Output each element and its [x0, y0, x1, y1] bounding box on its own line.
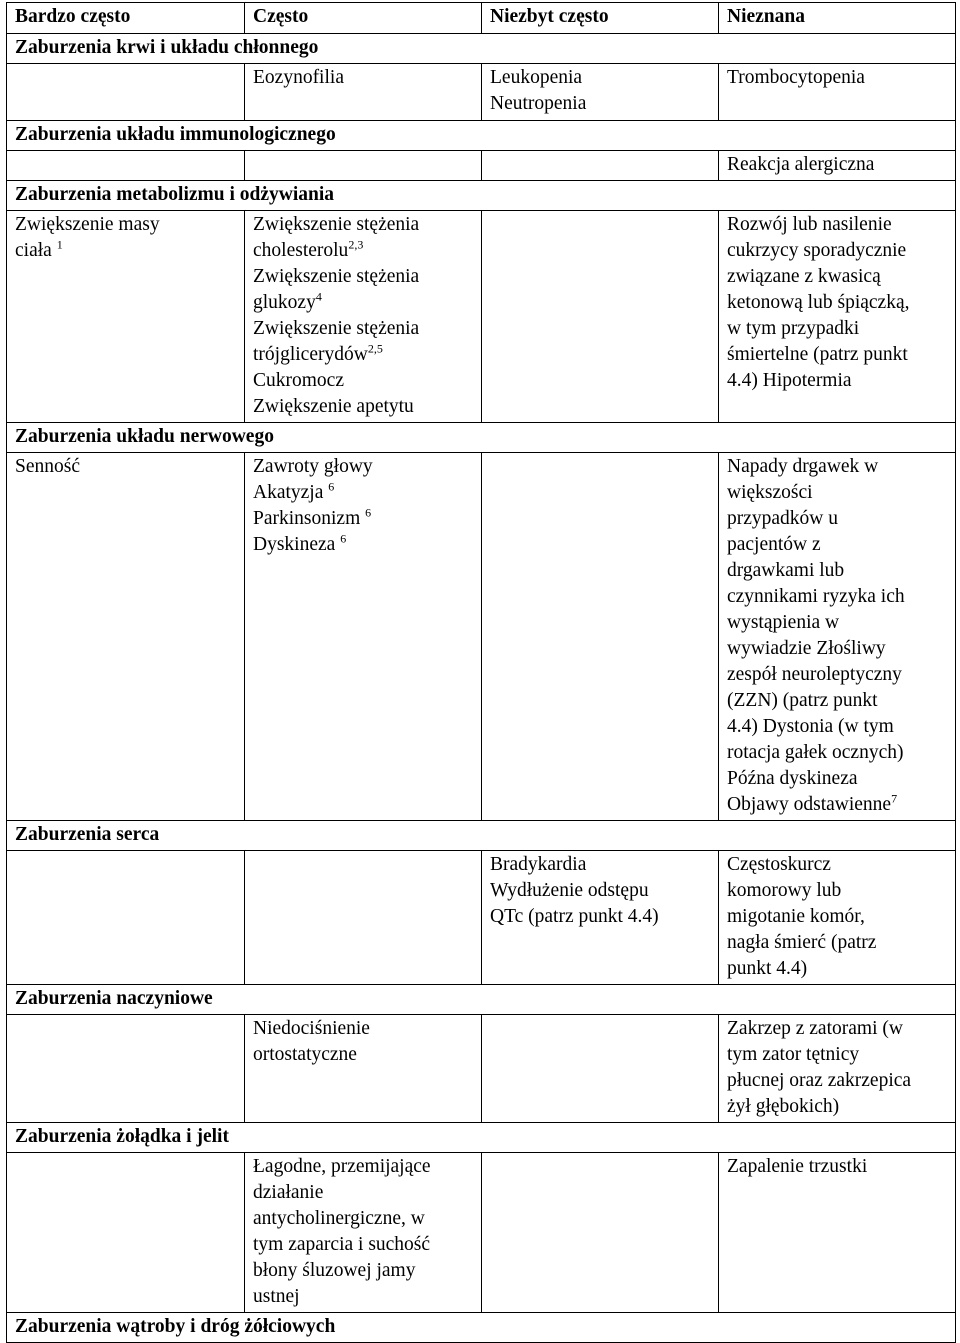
section-title-gi: Zaburzenia żołądka i jelit — [7, 1123, 956, 1153]
section-title-heart: Zaburzenia serca — [7, 821, 956, 851]
cell-uncommon: Leukopenia Neutropenia — [482, 64, 719, 121]
cell-common: Łagodne, przemijające działanie antycholinergiczne, w tym zaparcia i suchość błony śluzowej jamy ustnej — [245, 1153, 482, 1313]
table-row — [7, 64, 956, 121]
table-row — [7, 1015, 956, 1123]
cell-very-common — [7, 1153, 245, 1313]
section-title-blood: Zaburzenia krwi i układu chłonnego — [7, 34, 956, 64]
cell-unknown: Zapalenie trzustki — [719, 1153, 956, 1313]
section-row-metabolism — [7, 181, 956, 211]
section-row-blood — [7, 34, 956, 64]
header-uncommon: Niezbyt często — [482, 3, 719, 34]
cell-very-common: Zwiększenie masy ciała $^1$ — [7, 211, 245, 423]
cell-very-common: Senność — [7, 453, 245, 821]
cell-very-common — [7, 1015, 245, 1123]
cell-unknown: Zakrzep z zatorami (w tym zator tętnicy płucnej oraz zakrzepica żył głębokich) — [719, 1015, 956, 1123]
section-title-immune: Zaburzenia układu immunologicznego — [7, 121, 956, 151]
header-unknown: Nieznana — [719, 3, 956, 34]
cell-very-common — [7, 851, 245, 985]
cell-common — [245, 851, 482, 985]
header-very-common: Bardzo często — [7, 3, 245, 34]
cell-very-common — [7, 64, 245, 121]
section-row-nervous — [7, 423, 956, 453]
cell-uncommon — [482, 211, 719, 423]
table-row — [7, 151, 956, 181]
cell-very-common — [7, 151, 245, 181]
table-row — [7, 211, 956, 423]
cell-unknown: Rozwój lub nasilenie cukrzycy sporadycznie związane z kwasicą ketonową lub śpiączką, w tym przypadki śmiertelne (patrz punkt 4.4) Hipotermia — [719, 211, 956, 423]
cell-uncommon — [482, 151, 719, 181]
section-row-immune — [7, 121, 956, 151]
adverse-reactions-table — [6, 2, 956, 1343]
cell-common — [245, 151, 482, 181]
section-row-heart — [7, 821, 956, 851]
cell-uncommon — [482, 453, 719, 821]
cell-uncommon: Bradykardia Wydłużenie odstępu QTc (patrz punkt 4.4) — [482, 851, 719, 985]
table-row — [7, 1153, 956, 1313]
section-row-liver — [7, 1313, 956, 1343]
cell-common: Niedociśnienie ortostatyczne — [245, 1015, 482, 1123]
section-title-liver: Zaburzenia wątroby i dróg żółciowych — [7, 1313, 956, 1343]
section-title-vascular: Zaburzenia naczyniowe — [7, 985, 956, 1015]
section-title-metabolism: Zaburzenia metabolizmu i odżywiania — [7, 181, 956, 211]
cell-unknown: Trombocytopenia — [719, 64, 956, 121]
cell-unknown: Reakcja alergiczna — [719, 151, 956, 181]
cell-unknown: Napady drgawek w większości przypadków u pacjentów z drgawkami lub czynnikami ryzyka ich wystąpienia w wywiadzie Złośliwy zespół neuroleptyczny (ZZN) (patrz punkt 4.4) Dystonia (w tym rotacja gałek ocznych) Późna dyskineza Objawy odstawienne$^7$ — [719, 453, 956, 821]
table-header-row — [7, 3, 956, 34]
cell-unknown: Częstoskurcz komorowy lub migotanie komór, nagła śmierć (patrz punkt 4.4) — [719, 851, 956, 985]
header-common: Często — [245, 3, 482, 34]
cell-uncommon — [482, 1153, 719, 1313]
table-row — [7, 453, 956, 821]
cell-common: Eozynofilia — [245, 64, 482, 121]
table-row — [7, 851, 956, 985]
cell-common: Zwiększenie stężenia cholesterolu$^{2,3}$ Zwiększenie stężenia glukozy$^4$ Zwiększenie stężenia trójglicerydów$^{2,5}$ Cukromocz Zwiększenie apetytu — [245, 211, 482, 423]
cell-uncommon — [482, 1015, 719, 1123]
section-row-vascular — [7, 985, 956, 1015]
cell-common: Zawroty głowy Akatyzja $^6$ Parkinsonizm $^6$ Dyskineza $^6$ — [245, 453, 482, 821]
section-row-gi — [7, 1123, 956, 1153]
section-title-nervous: Zaburzenia układu nerwowego — [7, 423, 956, 453]
